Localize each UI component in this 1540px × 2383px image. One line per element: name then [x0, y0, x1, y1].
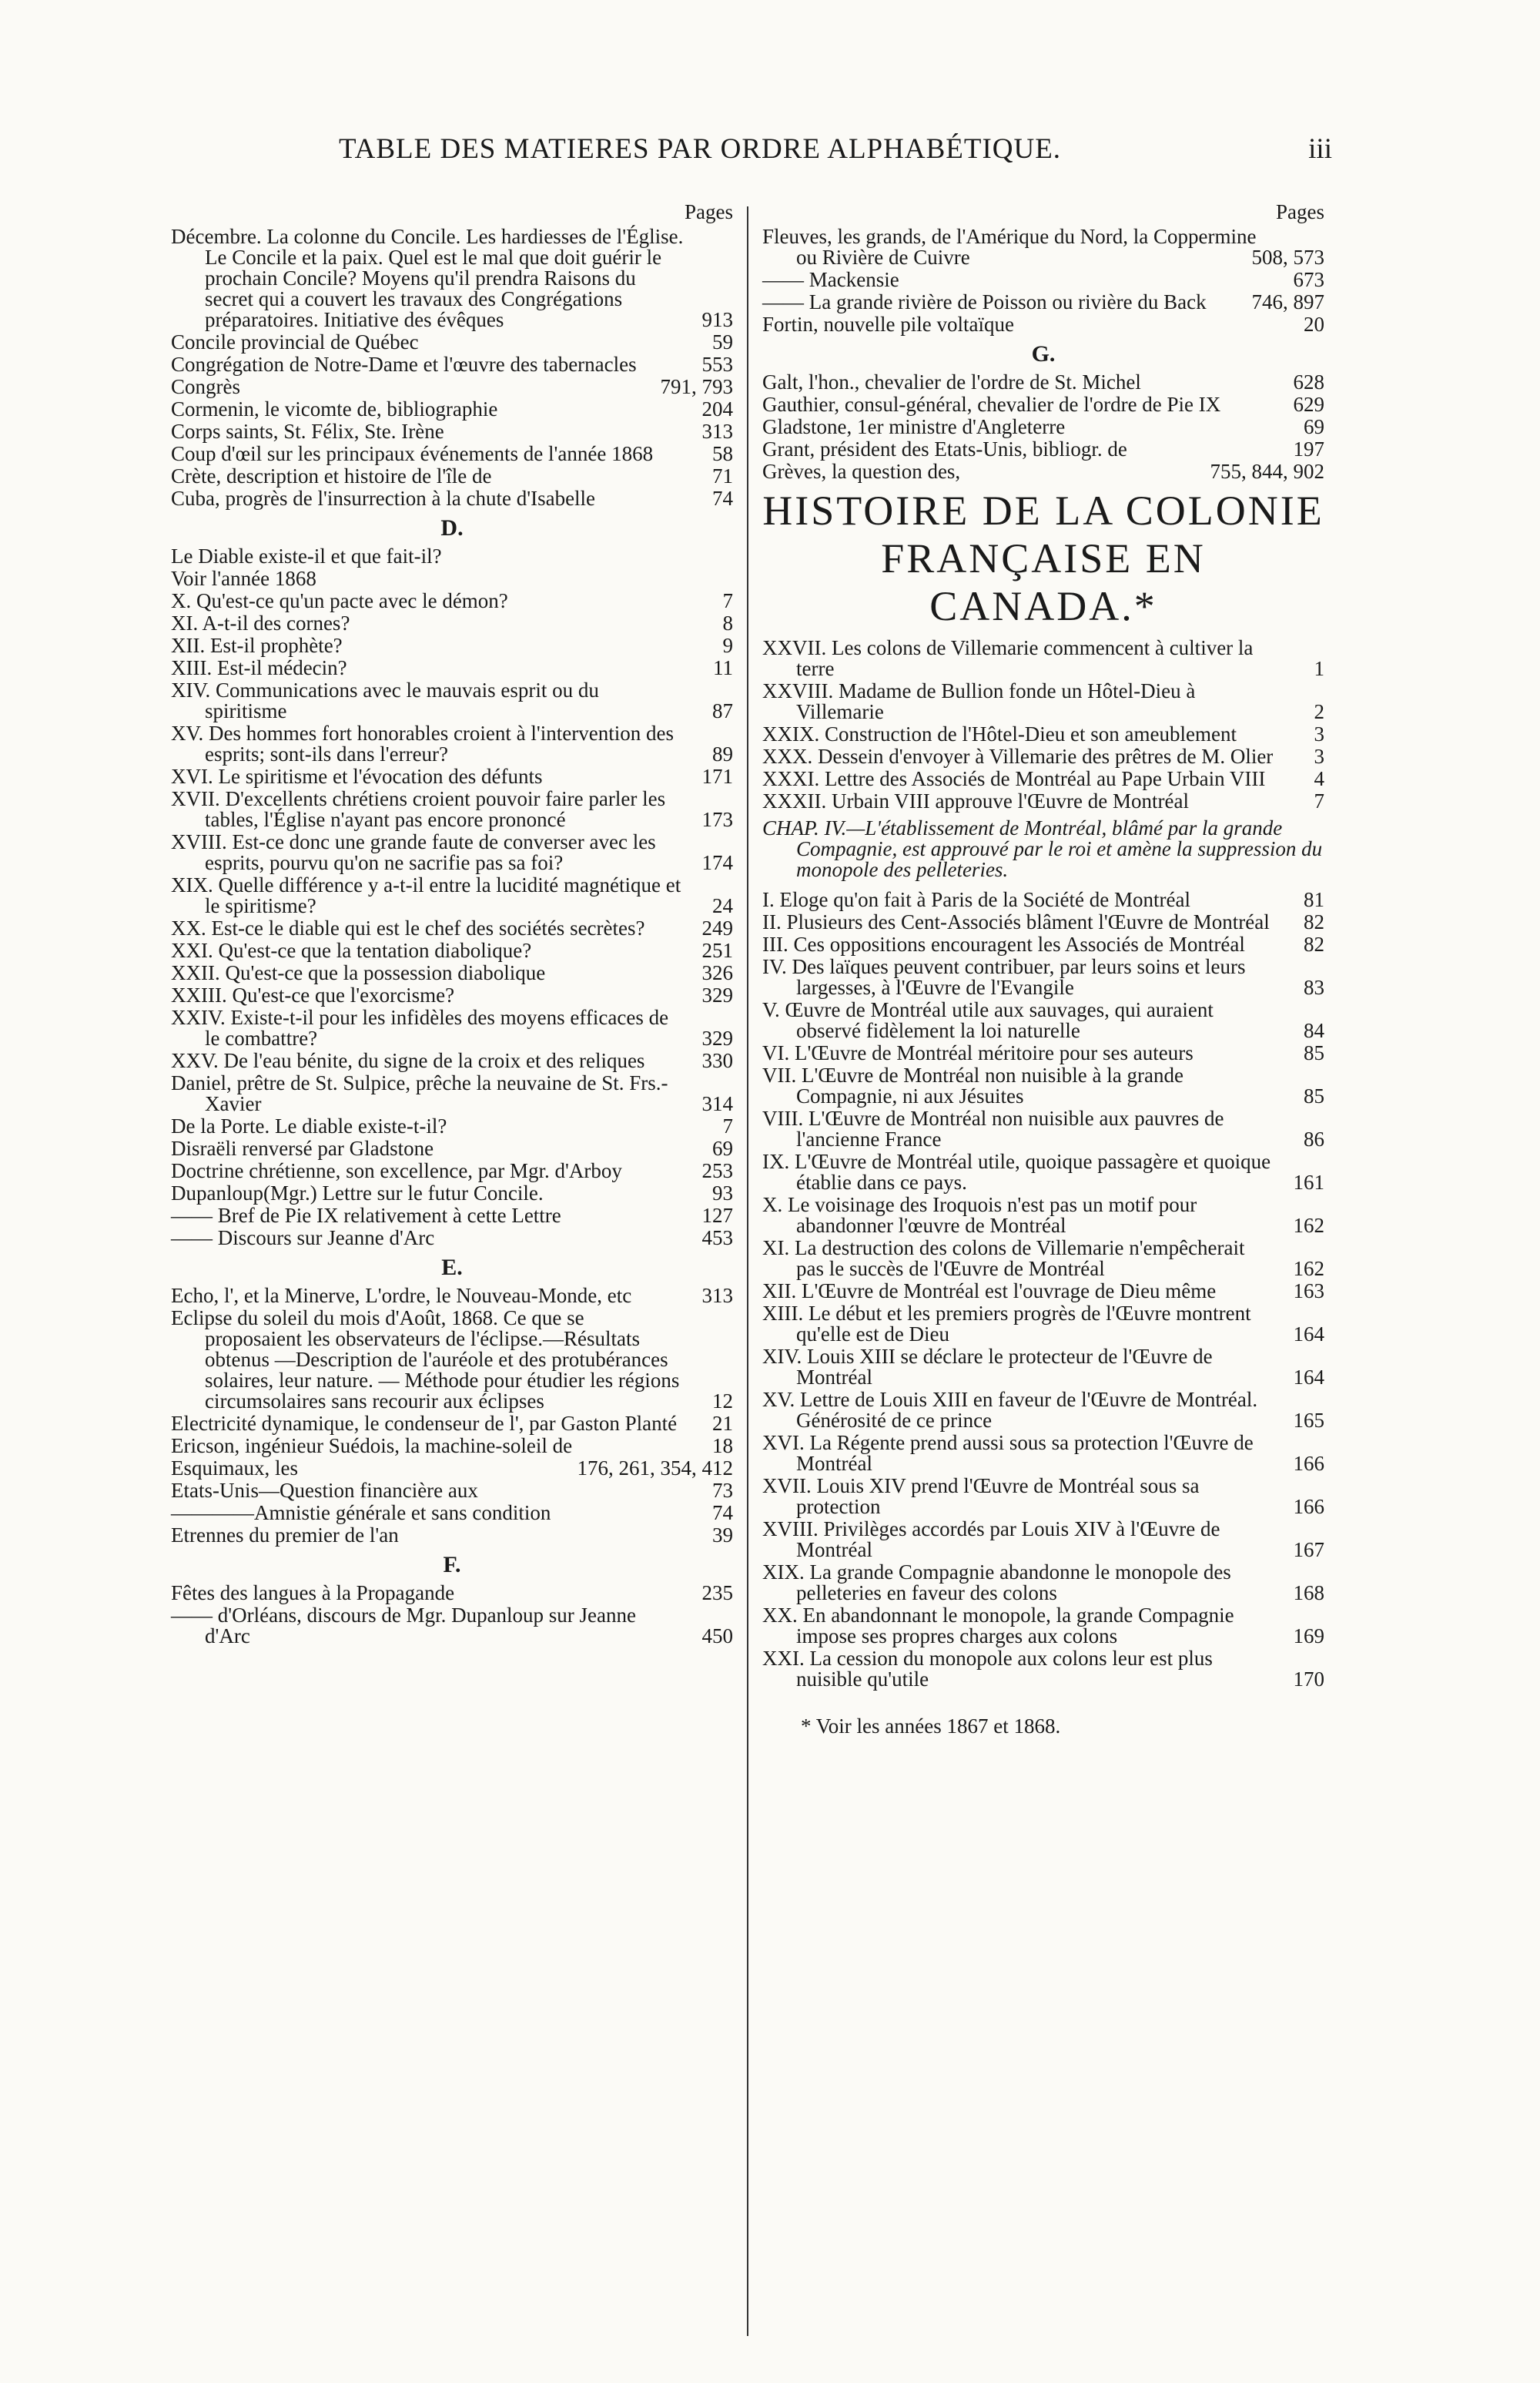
entry-page: 314: [701, 1092, 733, 1115]
entry-text: —— Bref de Pie IX relativement à cette Lettre: [171, 1204, 561, 1227]
entry-page: 166: [1293, 1495, 1324, 1518]
index-entry: [762, 890, 1324, 910]
entry-list-f: [171, 1583, 733, 1647]
index-entry: [762, 912, 1324, 933]
entry-text: VII. L'Œuvre de Montréal non nuisible à la grande Compagnie, ni aux Jésuites: [762, 1064, 1183, 1108]
entry-text: Etrennes du premier de l'an: [171, 1523, 399, 1547]
index-entry: [762, 1281, 1324, 1302]
entry-page: 4: [1314, 767, 1324, 790]
index-entry: [762, 1065, 1324, 1107]
entry-page: 93: [712, 1181, 733, 1205]
index-entry: [171, 1285, 733, 1306]
section-heading-f: F.: [443, 1552, 461, 1577]
section-heading-d: D.: [440, 515, 464, 541]
entry-text: XXIX. Construction de l'Hôtel-Dieu et son ameublement: [762, 722, 1237, 746]
entry-page: 3: [1314, 722, 1324, 746]
entry-page: 629: [1293, 393, 1324, 416]
entry-page: 746, 897: [1251, 290, 1324, 313]
entry-page: 83: [1304, 976, 1324, 999]
index-entry: [171, 1583, 733, 1604]
entry-page: 329: [701, 1027, 733, 1050]
entry-page: 20: [1304, 313, 1324, 336]
entry-text: I. Eloge qu'on fait à Paris de la Société de Montréal: [762, 888, 1190, 911]
index-entry: [171, 1228, 733, 1248]
entry-page: 313: [701, 420, 733, 443]
index-entry: [171, 1007, 733, 1049]
entry-page: 313: [701, 1284, 733, 1307]
entry-page: 173: [701, 808, 733, 831]
entry-page: 1: [1314, 657, 1324, 680]
entry-text: XV. Des hommes fort honorables croient à l'intervention des esprits; sont-ils dans l'erreur?: [171, 722, 674, 766]
entry-text: XIV. Louis XIII se déclare le protecteur de l'Œuvre de Montréal: [762, 1345, 1213, 1389]
entry-text: XXVII. Les colons de Villemarie commencent à cultiver la terre: [762, 636, 1254, 680]
entry-text: Galt, l'hon., chevalier de l'ordre de St. Michel: [762, 370, 1141, 394]
index-entry: [762, 314, 1324, 335]
entry-text: XXVIII. Madame de Bullion fonde un Hôtel-Dieu à Villemarie: [762, 679, 1196, 723]
entry-text: XI. A-t-il des cornes?: [171, 612, 350, 635]
index-entry: [171, 332, 733, 353]
index-entry: [762, 292, 1324, 313]
entry-text: X. Qu'est-ce qu'un pacte avec le démon?: [171, 589, 508, 612]
index-entry: [171, 1161, 733, 1181]
entry-text: XXI. La cession du monopole aux colons leur est plus nuisible qu'utile: [762, 1647, 1213, 1691]
index-entry: [762, 1605, 1324, 1647]
index-entry: [762, 1108, 1324, 1150]
index-entry: [762, 1389, 1324, 1431]
entry-text: Etats-Unis—Question financière aux: [171, 1479, 478, 1502]
chapter-heading-text: CHAP. IV.—L'établissement de Montréal, blâmé par la grande Compagnie, est approuvé par le roi et amène la suppression du monopole des pelleteries.: [762, 816, 1323, 881]
entry-text: Disraëli renversé par Gladstone: [171, 1137, 434, 1160]
index-entry: [762, 638, 1324, 679]
entry-text: Concile provincial de Québec: [171, 330, 419, 354]
entry-text: Fêtes des langues à la Propagande: [171, 1581, 455, 1604]
index-entry: [171, 399, 733, 420]
index-entry: [171, 466, 733, 487]
entry-text: Esquimaux, les: [171, 1456, 298, 1480]
entry-text: Eclipse du soleil du mois d'Août, 1868. Ce que se proposaient les observateurs de l'éclipse.—Résultats obtenus —Description de l'auréole et des protubérances solaires, leur nature. — Méthode pour étudier les régions circumsolaires sans recourir aux éclipses: [171, 1306, 680, 1413]
index-entry: [762, 226, 1324, 268]
right-column: [762, 202, 1324, 1737]
section-heading-g: G.: [1031, 341, 1056, 367]
entry-page: 3: [1314, 745, 1324, 768]
entry-page: 329: [701, 984, 733, 1007]
index-entry: [171, 1458, 733, 1479]
index-entry: [171, 354, 733, 375]
column-divider: [747, 206, 748, 2336]
entry-text: Cuba, progrès de l'insurrection à la chute d'Isabelle: [171, 487, 596, 510]
index-entry: [762, 1648, 1324, 1690]
entry-list-c: [171, 226, 733, 509]
index-entry: [171, 918, 733, 939]
index-entry: [171, 613, 733, 634]
index-entry: [171, 940, 733, 961]
entry-text: XVII. Louis XIV prend l'Œuvre de Montréal sous sa protection: [762, 1474, 1200, 1518]
entry-page: 176, 261, 354, 412: [577, 1456, 733, 1480]
entry-page: 673: [1293, 268, 1324, 291]
entry-page: 85: [1304, 1084, 1324, 1108]
entry-page: 553: [701, 353, 733, 376]
entry-page: 71: [712, 464, 733, 488]
entry-text: Echo, l', et la Minerve, L'ordre, le Nouveau-Monde, etc: [171, 1284, 632, 1307]
entry-page: 87: [712, 699, 733, 722]
entry-page: 11: [713, 656, 733, 679]
entry-page: 162: [1293, 1214, 1324, 1237]
index-entry: [171, 1436, 733, 1456]
entry-text: XVI. Le spiritisme et l'évocation des défunts: [171, 765, 543, 788]
entry-text: Voir l'année 1868: [171, 567, 316, 590]
entry-page: 164: [1293, 1322, 1324, 1346]
entry-page: 163: [1293, 1279, 1324, 1302]
index-entry: [171, 658, 733, 679]
entry-text: Fleuves, les grands, de l'Amérique du Nord, la Coppermine ou Rivière de Cuivre: [762, 225, 1257, 269]
entry-text: XXIII. Qu'est-ce que l'exorcisme?: [171, 984, 455, 1007]
index-entry: [171, 488, 733, 509]
histoire-title: [762, 487, 1324, 630]
entry-page: 171: [701, 765, 733, 788]
index-entry: [171, 766, 733, 787]
running-title: TABLE DES MATIERES PAR ORDRE ALPHABÉTIQUE.: [339, 133, 1062, 165]
index-entry: [762, 1346, 1324, 1388]
entry-text: VI. L'Œuvre de Montréal méritoire pour ses auteurs: [762, 1041, 1194, 1064]
index-entry: [171, 1308, 733, 1412]
entry-page: 628: [1293, 370, 1324, 394]
entry-page: 82: [1304, 933, 1324, 956]
entry-page: 508, 573: [1251, 246, 1324, 269]
index-entry: [171, 985, 733, 1006]
entry-text: XXII. Qu'est-ce que la possession diabolique: [171, 961, 546, 984]
index-entry: [762, 724, 1324, 745]
entry-list-chapter: [762, 890, 1324, 1690]
page-header: [339, 132, 1332, 179]
entry-text: XIII. Est-il médecin?: [171, 656, 347, 679]
index-entry: [762, 372, 1324, 393]
entry-page: 7: [1314, 789, 1324, 813]
entry-page: 161: [1293, 1171, 1324, 1194]
entry-page: 84: [1304, 1019, 1324, 1042]
index-entry: [171, 546, 733, 567]
entry-list-f-cont: [762, 226, 1324, 335]
index-entry: [171, 832, 733, 873]
entry-text: XXX. Dessein d'envoyer à Villemarie des prêtres de M. Olier: [762, 745, 1274, 768]
section-heading-e: E.: [441, 1255, 463, 1280]
entry-page: 165: [1293, 1409, 1324, 1432]
entry-text: —— La grande rivière de Poisson ou rivière du Back: [762, 290, 1207, 313]
entry-page: 169: [1293, 1624, 1324, 1647]
entry-text: IV. Des laïques peuvent contribuer, par leurs soins et leurs largesses, à l'Œuvre de l'Evangile: [762, 955, 1246, 999]
pages-label-right: Pages: [1276, 200, 1324, 223]
entry-text: XVII. D'excellents chrétiens croient pouvoir faire parler les tables, l'Église n'ayant pas encore prononcé: [171, 787, 666, 831]
page-number: iii: [1308, 133, 1332, 165]
entry-text: X. Le voisinage des Iroquois n'est pas un motif pour abandonner l'œuvre de Montréal: [762, 1193, 1197, 1237]
entry-text: ————Amnistie générale et sans condition: [171, 1501, 551, 1524]
entry-text: XVIII. Privilèges accordés par Louis XIV à l'Œuvre de Montréal: [762, 1517, 1220, 1561]
entry-text: XIX. Quelle différence y a-t-il entre la lucidité magnétique et le spiritisme?: [171, 873, 681, 917]
entry-text: —— Mackensie: [762, 268, 899, 291]
entry-page: 82: [1304, 910, 1324, 933]
entry-text: Congrégation de Notre-Dame et l'œuvre des tabernacles: [171, 353, 637, 376]
entry-text: XIII. Le début et les premiers progrès de l'Œuvre montrent qu'elle est de Dieu: [762, 1302, 1251, 1346]
footnote: * Voir les années 1867 et 1868.: [801, 1714, 1061, 1738]
entry-page: 235: [701, 1581, 733, 1604]
entry-text: II. Plusieurs des Cent-Associés blâment l'Œuvre de Montréal: [762, 910, 1270, 933]
index-entry: [171, 875, 733, 917]
index-entry: [762, 746, 1324, 767]
entry-page: 791, 793: [660, 375, 733, 398]
entry-list-e: [171, 1285, 733, 1546]
entry-page: 127: [701, 1204, 733, 1227]
index-entry: [762, 270, 1324, 290]
entry-page: 58: [712, 442, 733, 465]
entry-page: 450: [701, 1624, 733, 1647]
entry-page: 326: [701, 961, 733, 984]
entry-text: De la Porte. Le diable existe-t-il?: [171, 1114, 447, 1138]
entry-page: 197: [1293, 437, 1324, 461]
index-entry: [762, 791, 1324, 812]
entry-text: Cormenin, le vicomte de, bibliographie: [171, 397, 498, 421]
entry-text: XI. La destruction des colons de Villemarie n'empêcherait pas le succès de l'Œuvre de Montréal: [762, 1236, 1245, 1280]
entry-text: XXV. De l'eau bénite, du signe de la croix et des reliques: [171, 1049, 645, 1072]
entry-page: 7: [722, 1114, 733, 1138]
entry-page: 85: [1304, 1041, 1324, 1064]
entry-text: XII. L'Œuvre de Montréal est l'ouvrage de Dieu même: [762, 1279, 1217, 1302]
entry-page: 168: [1293, 1581, 1324, 1604]
entry-text: Electricité dynamique, le condenseur de l', par Gaston Planté: [171, 1412, 678, 1435]
index-entry: [762, 1151, 1324, 1193]
index-entry: [171, 963, 733, 984]
entry-text: XII. Est-il prophète?: [171, 634, 343, 657]
entry-text: Congrès: [171, 375, 240, 398]
index-entry: [762, 1043, 1324, 1064]
entry-text: XV. Lettre de Louis XIII en faveur de l'Œuvre de Montréal. Générosité de ce prince: [762, 1388, 1258, 1432]
index-entry: [762, 417, 1324, 437]
entry-text: III. Ces oppositions encouragent les Associés de Montréal: [762, 933, 1245, 956]
index-entry: [171, 591, 733, 612]
index-entry: [171, 1503, 733, 1523]
entry-text: XXIV. Existe-t-il pour les infidèles des moyens efficaces de le combattre?: [171, 1006, 669, 1050]
index-entry: [762, 1195, 1324, 1236]
entry-text: V. Œuvre de Montréal utile aux sauvages, qui auraient observé fidèlement la loi naturelle: [762, 998, 1214, 1042]
entry-text: Gladstone, 1er ministre d'Angleterre: [762, 415, 1066, 438]
histoire-title-line-1: HISTOIRE DE LA COLONIE: [762, 488, 1324, 534]
index-entry: [762, 461, 1324, 482]
entry-page: 166: [1293, 1452, 1324, 1475]
index-entry: [171, 1116, 733, 1137]
index-entry: [762, 957, 1324, 998]
index-entry: [762, 1433, 1324, 1474]
entry-page: 249: [701, 917, 733, 940]
entry-text: Daniel, prêtre de St. Sulpice, prêche la neuvaine de St. Frs.-Xavier: [171, 1071, 668, 1115]
index-entry: [171, 1138, 733, 1159]
index-entry: [762, 439, 1324, 460]
entry-text: XIV. Communications avec le mauvais esprit ou du spiritisme: [171, 679, 599, 722]
index-entry: [171, 1525, 733, 1546]
entry-page: 21: [712, 1412, 733, 1435]
entry-page: 8: [722, 612, 733, 635]
entry-text: IX. L'Œuvre de Montréal utile, quoique passagère et quoique établie dans ce pays.: [762, 1150, 1271, 1194]
left-column: [171, 202, 733, 1648]
entry-text: XVI. La Régente prend aussi sous sa protection l'Œuvre de Montréal: [762, 1431, 1254, 1475]
entry-page: 755, 844, 902: [1210, 460, 1324, 483]
index-entry: [171, 1205, 733, 1226]
entry-page: 164: [1293, 1366, 1324, 1389]
index-entry: [762, 1519, 1324, 1560]
entry-page: 9: [722, 634, 733, 657]
entry-text: XX. Est-ce le diable qui est le chef des sociétés secrètes?: [171, 917, 645, 940]
entry-page: 330: [701, 1049, 733, 1072]
entry-text: Corps saints, St. Félix, Ste. Irène: [171, 420, 444, 443]
index-entry: [762, 769, 1324, 789]
index-entry: [171, 226, 733, 330]
entry-text: Crète, description et histoire de l'île de: [171, 464, 492, 488]
index-entry: [762, 1000, 1324, 1041]
index-entry: [171, 568, 733, 589]
chapter-heading: [762, 818, 1324, 880]
entry-page: 39: [712, 1523, 733, 1547]
index-entry: [762, 1476, 1324, 1517]
entry-text: —— d'Orléans, discours de Mgr. Dupanloup sur Jeanne d'Arc: [171, 1604, 637, 1647]
index-entry: [171, 444, 733, 464]
entry-text: VIII. L'Œuvre de Montréal non nuisible aux pauvres de l'ancienne France: [762, 1107, 1224, 1151]
entry-page: 174: [701, 851, 733, 874]
index-entry: [762, 681, 1324, 722]
entry-text: Fortin, nouvelle pile voltaïque: [762, 313, 1014, 336]
index-entry: [171, 1183, 733, 1204]
entry-page: 89: [712, 742, 733, 766]
entry-page: 86: [1304, 1128, 1324, 1151]
entry-list-d: [171, 546, 733, 1248]
entry-list-g: [762, 372, 1324, 482]
entry-text: Doctrine chrétienne, son excellence, par Mgr. d'Arboy: [171, 1159, 622, 1182]
entry-text: XXXII. Urbain VIII approuve l'Œuvre de Montréal: [762, 789, 1189, 813]
pages-label: Pages: [685, 200, 733, 223]
entry-page: 69: [712, 1137, 733, 1160]
entry-page: 170: [1293, 1667, 1324, 1691]
entry-text: Décembre. La colonne du Concile. Les hardiesses de l'Église. Le Concile et la paix. Quel est le mal que doit guérir le prochain Concile? Moyens qu'il prendra Raisons du secret qui a couvert les travaux des Congrégations préparatoires. Initiative des évêques: [171, 225, 684, 331]
entry-text: Grant, président des Etats-Unis, bibliogr. de: [762, 437, 1127, 461]
entry-text: XIX. La grande Compagnie abandonne le monopole des pelleteries en faveur des colons: [762, 1560, 1231, 1604]
index-entry: [762, 1562, 1324, 1604]
histoire-title-line-2: FRANÇAISE EN CANADA.*: [881, 535, 1206, 629]
entry-page: 162: [1293, 1257, 1324, 1280]
entry-page: 73: [712, 1479, 733, 1502]
entry-page: 453: [701, 1226, 733, 1249]
entry-text: XXXI. Lettre des Associés de Montréal au Pape Urbain VIII: [762, 767, 1266, 790]
index-entry: [171, 723, 733, 765]
entry-page: 2: [1314, 700, 1324, 723]
entry-page: 253: [701, 1159, 733, 1182]
index-entry: [762, 394, 1324, 415]
entry-page: 59: [712, 330, 733, 354]
index-entry: [171, 1051, 733, 1071]
entry-page: 12: [712, 1389, 733, 1413]
entry-text: XX. En abandonnant le monopole, la grande Compagnie impose ses propres charges aux colons: [762, 1604, 1234, 1647]
entry-page: 74: [712, 487, 733, 510]
entry-text: XVIII. Est-ce donc une grande faute de converser avec les esprits, pourvu qu'on ne sacrifie pas sa foi?: [171, 830, 656, 874]
index-entry: [171, 1073, 733, 1114]
entry-page: 167: [1293, 1538, 1324, 1561]
entry-page: 204: [701, 397, 733, 421]
entry-list-histoire: [762, 638, 1324, 812]
index-entry: [762, 1303, 1324, 1345]
index-entry: [171, 377, 733, 397]
entry-page: 74: [712, 1501, 733, 1524]
index-entry: [171, 1605, 733, 1647]
index-entry: [171, 680, 733, 722]
entry-text: XXI. Qu'est-ce que la tentation diabolique?: [171, 939, 532, 962]
index-entry: [762, 934, 1324, 955]
index-entry: [171, 789, 733, 830]
index-entry: [171, 421, 733, 442]
entry-page: 81: [1304, 888, 1324, 911]
index-entry: [171, 1480, 733, 1501]
index-entry: [171, 635, 733, 656]
index-entry: [171, 1413, 733, 1434]
entry-page: 7: [722, 589, 733, 612]
entry-text: —— Discours sur Jeanne d'Arc: [171, 1226, 435, 1249]
entry-page: 24: [712, 894, 733, 917]
entry-text: Ericson, ingénieur Suédois, la machine-soleil de: [171, 1434, 573, 1457]
entry-text: Dupanloup(Mgr.) Lettre sur le futur Concile.: [171, 1181, 544, 1205]
entry-text: Gauthier, consul-général, chevalier de l'ordre de Pie IX: [762, 393, 1221, 416]
entry-text: Coup d'œil sur les principaux événements de l'année 1868: [171, 442, 654, 465]
entry-text: Le Diable existe-il et que fait-il?: [171, 545, 442, 568]
entry-page: 913: [701, 308, 733, 331]
entry-page: 18: [712, 1434, 733, 1457]
entry-page: 251: [701, 939, 733, 962]
entry-page: 69: [1304, 415, 1324, 438]
index-entry: [762, 1238, 1324, 1279]
entry-text: Grèves, la question des,: [762, 460, 961, 483]
